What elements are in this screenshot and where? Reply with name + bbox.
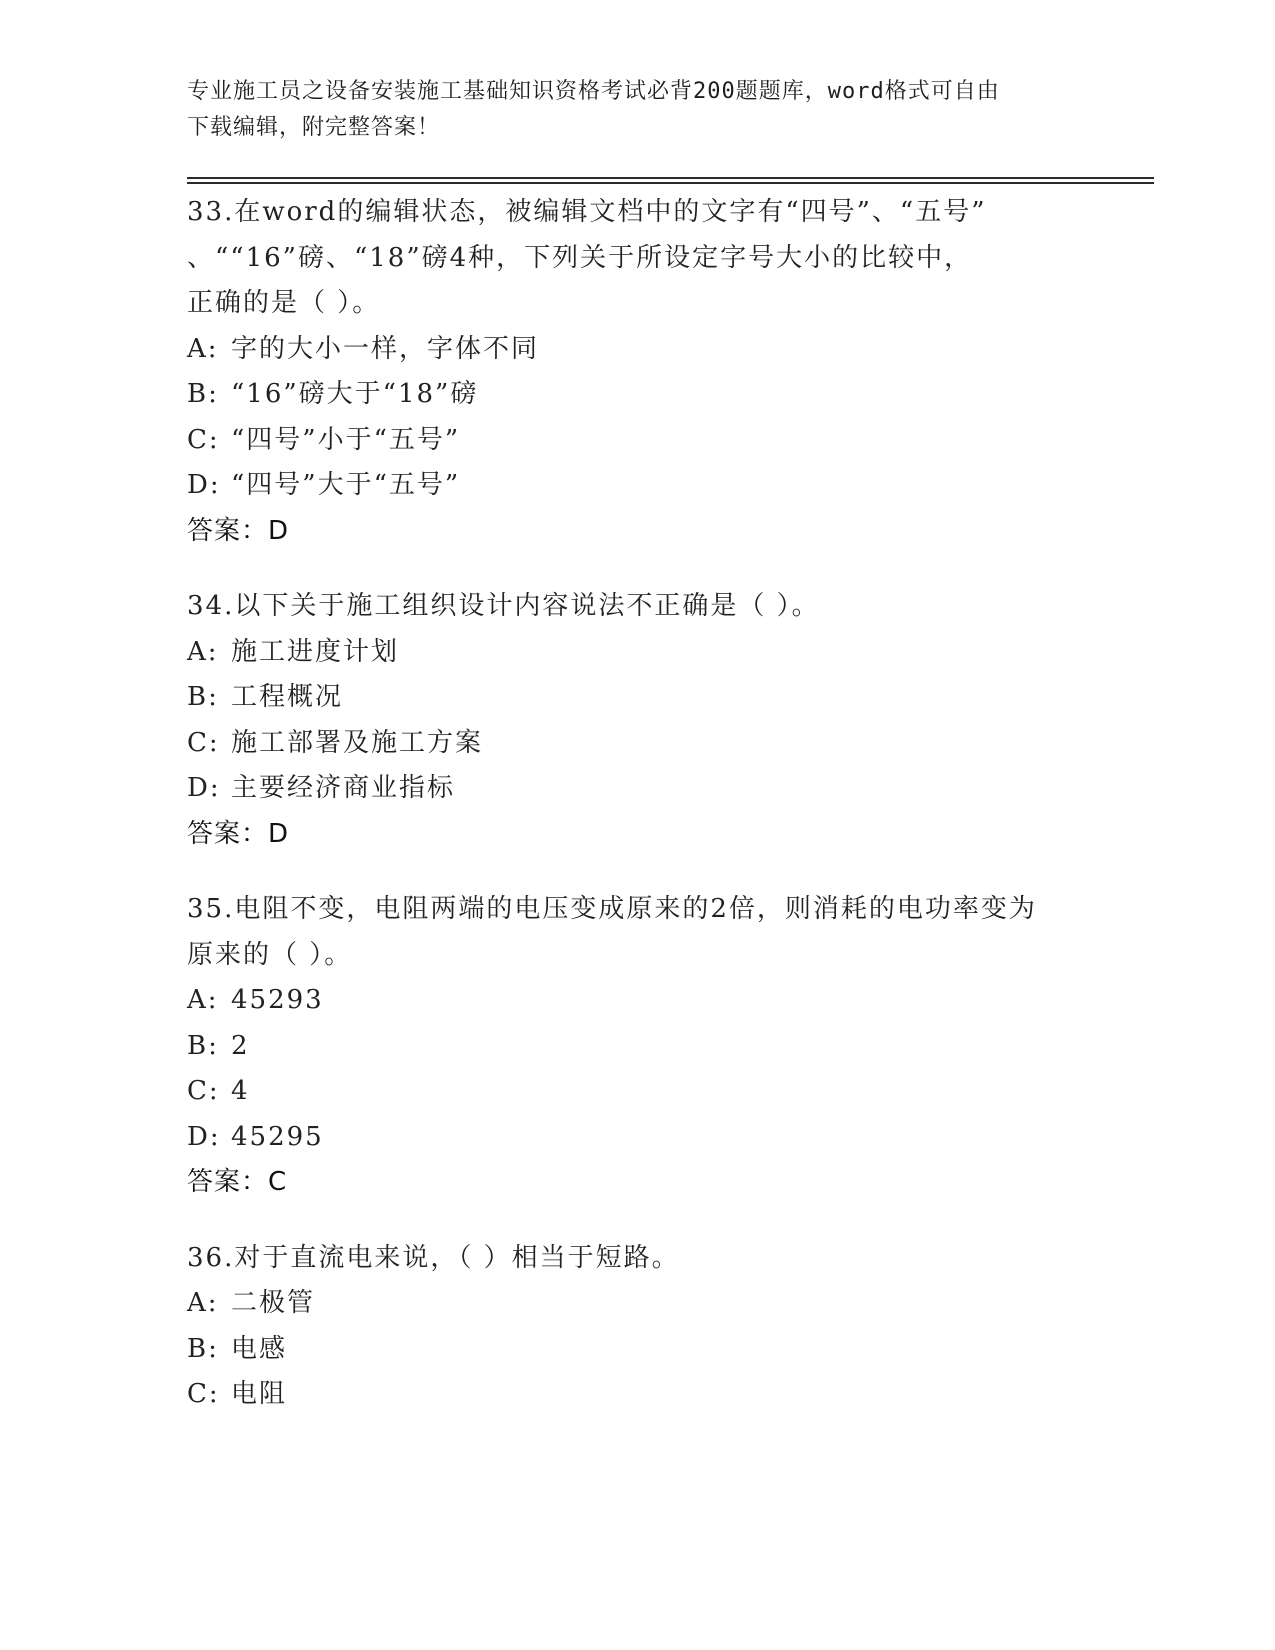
option-text: 2 xyxy=(231,1030,250,1061)
option-c xyxy=(187,721,1087,767)
option-letter: C: xyxy=(187,1076,220,1106)
option-letter: A: xyxy=(187,985,219,1015)
option-text: 字的大小一样，字体不同 xyxy=(231,333,540,364)
question-33 xyxy=(187,190,1087,554)
option-text: 45295 xyxy=(231,1121,324,1152)
option-d xyxy=(187,463,1087,509)
option-c xyxy=(187,418,1087,464)
option-letter: D: xyxy=(187,1121,221,1152)
question-35 xyxy=(187,887,1087,1206)
question-text-line: 34.以下关于施工组织设计内容说法不正确是（ ）。 xyxy=(187,591,820,621)
option-b xyxy=(187,1024,1087,1070)
option-text: 二极管 xyxy=(231,1288,316,1318)
option-letter: B: xyxy=(187,1333,219,1364)
header-divider-bottom xyxy=(187,182,1154,184)
answer-text: 答案：D xyxy=(187,818,290,849)
option-d xyxy=(187,1115,1087,1161)
question-text-line: 35.电阻不变，电阻两端的电压变成原来的2倍，则消耗的电功率变为 xyxy=(187,894,1037,924)
option-text: 工程概况 xyxy=(231,682,344,712)
option-letter: C: xyxy=(187,424,220,455)
option-letter: A: xyxy=(187,333,219,364)
option-d xyxy=(187,766,1087,812)
question-list xyxy=(187,190,1087,1448)
option-text: 电阻 xyxy=(231,1379,288,1409)
option-b xyxy=(187,1327,1087,1373)
option-b xyxy=(187,372,1087,418)
question-36 xyxy=(187,1236,1087,1418)
answer-text: 答案：C xyxy=(187,1167,288,1197)
question-text-line: 、““16”磅、“18”磅4种，下列关于所设定字号大小的比较中， xyxy=(187,242,973,273)
option-letter: A: xyxy=(187,636,219,667)
option-c xyxy=(187,1372,1087,1418)
option-a xyxy=(187,630,1087,676)
option-c xyxy=(187,1069,1087,1115)
option-text: 主要经济商业指标 xyxy=(231,773,456,803)
option-letter: C: xyxy=(187,1379,220,1409)
option-text: “16”磅大于“18”磅 xyxy=(231,379,479,409)
option-a xyxy=(187,978,1087,1024)
option-a xyxy=(187,1281,1087,1327)
question-text-line: 33.在word的编辑状态，被编辑文档中的文字有“四号”、“五号” xyxy=(187,197,987,227)
question-text-line: 原来的（ ）。 xyxy=(187,939,353,970)
option-a xyxy=(187,327,1087,373)
option-letter: A: xyxy=(187,1288,219,1318)
option-text: “四号”小于“五号” xyxy=(231,424,461,455)
question-text-line: 正确的是（ ）。 xyxy=(187,288,381,318)
option-b xyxy=(187,675,1087,721)
option-text: “四号”大于“五号” xyxy=(231,470,461,500)
option-letter: D: xyxy=(187,773,221,803)
answer-text: 答案：D xyxy=(187,515,290,546)
option-text: 电感 xyxy=(231,1333,288,1364)
header-line-2: 下载编辑，附完整答案！ xyxy=(187,115,441,140)
header-line-1: 专业施工员之设备安装施工基础知识资格考试必背200题题库，word格式可自由 xyxy=(187,79,1000,104)
option-text: 4 xyxy=(231,1076,250,1106)
option-text: 45293 xyxy=(231,985,324,1015)
option-letter: B: xyxy=(187,379,219,409)
header-divider-top xyxy=(187,177,1154,179)
question-text-line: 36.对于直流电来说，（ ）相当于短路。 xyxy=(187,1242,680,1273)
option-text: 施工进度计划 xyxy=(231,636,400,667)
option-letter: B: xyxy=(187,682,219,712)
option-letter: D: xyxy=(187,470,221,500)
document-header xyxy=(187,74,1067,146)
option-letter: B: xyxy=(187,1030,219,1061)
option-letter: C: xyxy=(187,727,220,758)
option-text: 施工部署及施工方案 xyxy=(231,727,484,758)
question-34 xyxy=(187,584,1087,857)
